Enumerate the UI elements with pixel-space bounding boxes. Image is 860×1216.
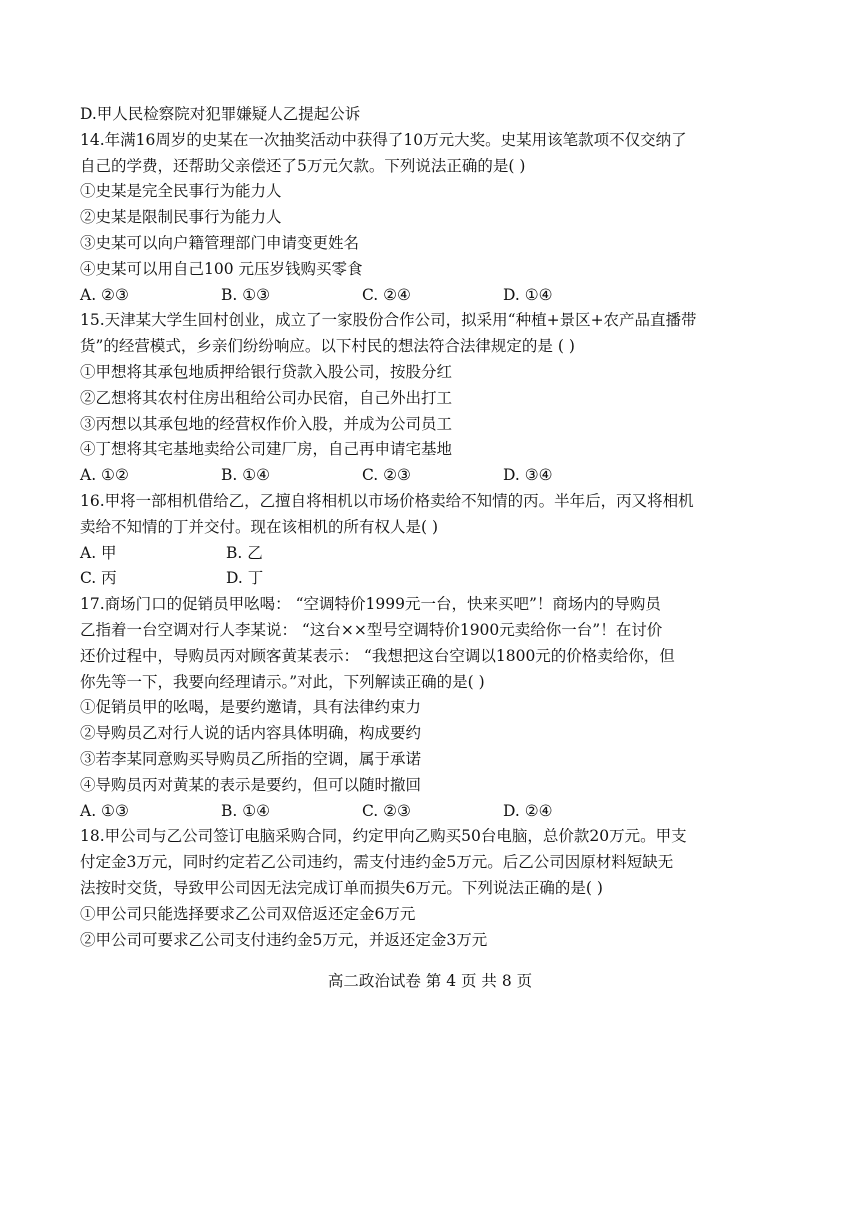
q15-option-b: B. ①④: [221, 466, 271, 485]
q17-stem-line: 还价过程中，导购员丙对顾客黄某表示： “我想把这台空调以1800元的价格卖给你，但: [80, 646, 675, 665]
q14-statement: ①史某是完全民事行为能力人: [80, 182, 282, 201]
q17-options: [80, 799, 780, 825]
q14-option-c: C. ②④: [362, 285, 411, 304]
q16-options-row: [80, 541, 780, 567]
q15-option-c: C. ②③: [362, 466, 411, 485]
q16-option-a: A. 甲: [80, 543, 117, 562]
question-14: [80, 128, 780, 309]
q18-stem-line: 法按时交货，导致甲公司因无法完成订单而损失6万元。下列说法正确的是( ): [80, 878, 603, 897]
q17-statement: ④导购员丙对黄某的表示是要约，但可以随时撤回: [80, 775, 422, 794]
q14-stem-line: 14.年满16周岁的史某在一次抽奖活动中获得了10万元大奖。史某用该笔款项不仅交纳了: [80, 130, 687, 149]
q18-statement: ①甲公司只能选择要求乙公司双倍返还定金6万元: [80, 904, 416, 923]
q17-stem-line: 17.商场门口的促销员甲吆喝： “空调特价1999元一台，快来买吧”！商场内的导购员: [80, 595, 661, 614]
q17-statement: ①促销员甲的吆喝，是要约邀请，具有法律约束力: [80, 698, 422, 717]
q17-option-c: C. ②③: [362, 801, 411, 820]
q17-option-b: B. ①④: [221, 801, 271, 820]
q17-stem-line: 你先等一下，我要向经理请示。”对此，下列解读正确的是( ): [80, 672, 485, 691]
q15-stem-line: 15.天津某大学生回村创业，成立了一家股份合作公司，拟采用“种植+景区+农产品直播带: [80, 311, 697, 330]
q15-options: [80, 463, 780, 489]
q17-option-a: A. ①③: [80, 801, 129, 820]
q16-stem-line: 卖给不知情的丁并交付。现在该相机的所有权人是( ): [80, 517, 439, 536]
q18-stem-line: 18.甲公司与乙公司签订电脑采购合同，约定甲向乙购买50台电脑，总价款20万元。甲支: [80, 827, 687, 846]
page-footer: 高二政治试卷 第 4 页 共 8 页: [327, 972, 533, 990]
q14-option-a: A. ②③: [80, 285, 129, 304]
question-15: [80, 308, 780, 489]
q15-statement: ③丙想以其承包地的经营权作价入股，并成为公司员工: [80, 414, 453, 433]
q16-option-d: D. 丁: [226, 569, 264, 588]
q18-statement: ②甲公司可要求乙公司支付违约金5万元，并返还定金3万元: [80, 930, 488, 949]
question-content: [80, 102, 780, 953]
q14-option-d: D. ①④: [503, 285, 553, 304]
q18-stem-line: 付定金3万元，同时约定若乙公司违约，需支付违约金5万元。后乙公司因原材料短缺无: [80, 853, 674, 872]
q14-statement: ②史某是限制民事行为能力人: [80, 208, 282, 227]
q15-stem-line: 货”的经营模式，乡亲们纷纷响应。以下村民的想法符合法律规定的是 ( ): [80, 337, 575, 356]
question-17: [80, 592, 780, 824]
q15-option-d: D. ③④: [503, 466, 553, 485]
q15-option-a: A. ①②: [80, 466, 129, 485]
q17-stem-line: 乙指着一台空调对行人李某说： “这台××型号空调特价1900元卖给你一台”！在讨价: [80, 620, 663, 639]
q16-stem-line: 16.甲将一部相机借给乙，乙擅自将相机以市场价格卖给不知情的丙。半年后，丙又将相机: [80, 491, 694, 510]
q16-options-row: [80, 566, 780, 592]
q16-option-c: C. 丙: [80, 569, 117, 588]
question-18: [80, 824, 780, 953]
q13-option-d: D.甲人民检察院对犯罪嫌疑人乙提起公诉: [80, 105, 361, 123]
q15-statement: ②乙想将其农村住房出租给公司办民宿，自己外出打工: [80, 388, 453, 407]
q16-option-b: B. 乙: [226, 543, 263, 562]
q14-options: [80, 283, 780, 309]
question-16: [80, 489, 780, 592]
q17-statement: ②导购员乙对行人说的话内容具体明确，构成要约: [80, 724, 422, 743]
q15-statement: ①甲想将其承包地质押给银行贷款入股公司，按股分红: [80, 362, 453, 381]
q15-statement: ④丁想将其宅基地卖给公司建厂房，自己再申请宅基地: [80, 440, 453, 459]
q14-stem-line: 自己的学费，还帮助父亲偿还了5万元欠款。下列说法正确的是( ): [80, 156, 526, 175]
q17-statement: ③若李某同意购买导购员乙所指的空调，属于承诺: [80, 749, 422, 768]
q17-option-d: D. ②④: [503, 801, 553, 820]
q14-statement: ③史某可以向户籍管理部门申请变更姓名: [80, 233, 360, 252]
q14-statement: ④史某可以用自己100 元压岁钱购买零食: [80, 259, 363, 278]
q14-option-b: B. ①③: [221, 285, 271, 304]
